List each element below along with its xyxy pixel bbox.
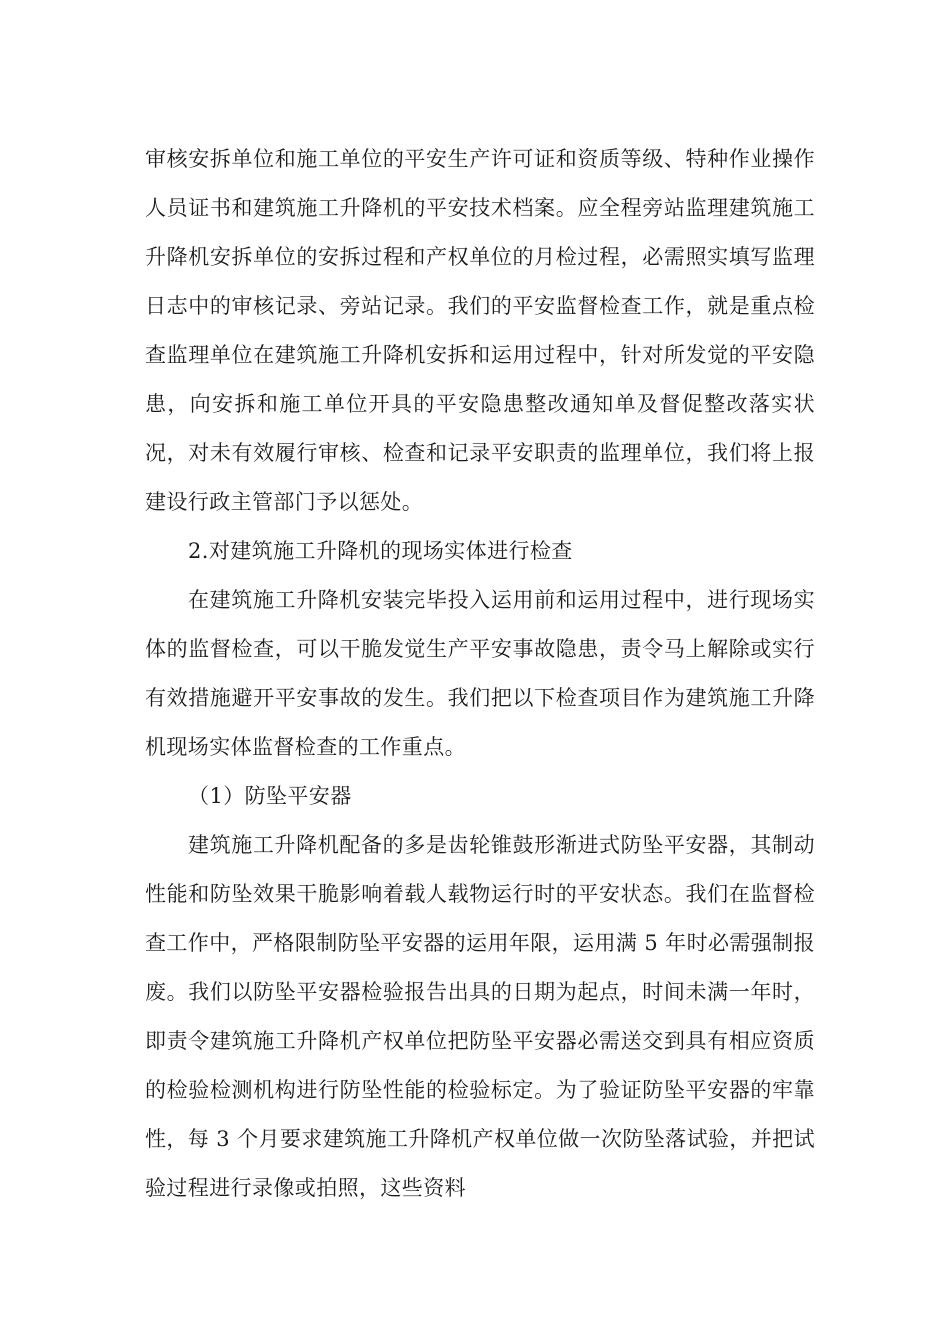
paragraph-1: 审核安拆单位和施工单位的平安生产许可证和资质等级、特种作业操作人员证书和建筑施工升降机的平安技术档案。应全程旁站监理建筑施工升降机安拆单位的安拆过程和产权单位的月检过程，必需照实填写监理日志中的审核记录、旁站记录。我们的平安监督检查工作，就是重点检查监理单位在建筑施工升降机安拆和运用过程中，针对所发觉的平安隐患，向安拆和施工单位开具的平安隐患整改通知单及督促整改落实状况，对未有效履行审核、检查和记录平安职责的监理单位，我们将上报建设行政主管部门予以惩处。 [145,147,815,514]
paragraph-2: 在建筑施工升降机安装完毕投入运用前和运用过程中，进行现场实体的监督检查，可以干脆发觉生产平安事故隐患，责令马上解除或实行有效措施避开平安事故的发生。我们把以下检查项目作为建筑施工升降机现场实体监督检查的工作重点。 [145,588,815,759]
document-body [145,135,815,1213]
section-heading-2: 2.对建筑施工升降机的现场实体进行检查 [188,539,573,563]
paragraph-3: 建筑施工升降机配备的多是齿轮锥鼓形渐进式防坠平安器，其制动性能和防坠效果干脆影响着载人载物运行时的平安状态。我们在监督检查工作中，严格限制防坠平安器的运用年限，运用满 5 年时必需强制报废。我们以防坠平安器检验报告出具的日期为起点，时间未满一年时，即责令建筑施工升降机产权单位把防坠平安器必需送交到具有相应资质的检验检测机构进行防坠性能的检验标定。为了验证防坠平安器的牢靠性，每 3 个月要求建筑施工升降机产权单位做一次防坠落试验，并把试验过程进行录像或拍照，这些资料 [145,833,815,1200]
subheading-fall-protection: （1）防坠平安器 [188,784,352,808]
